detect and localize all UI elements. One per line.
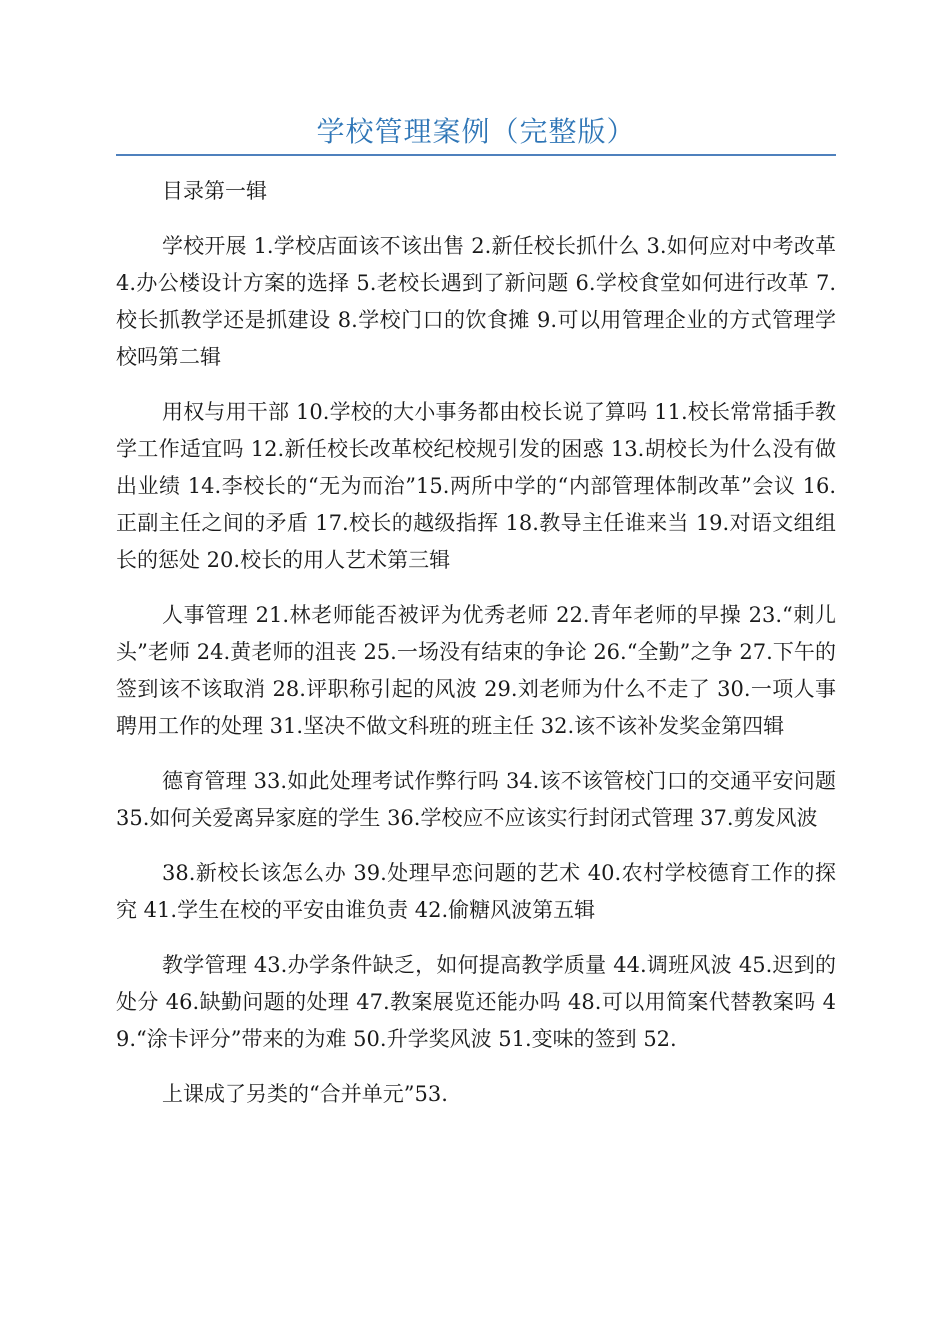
toc-paragraph-4: 人事管理 21.林老师能否被评为优秀老师 22.青年老师的早操 23.“刺儿头”老师 24.黄老师的沮丧 25.一场没有结束的争论 26.“全勤”之争 27.下午的签到该不该取消 28.评职称引起的风波 29.刘老师为什么不走了 30.一项人事聘用工作的处理 31.坚决不做文科班的班主任 32.该不该补发奖金第四辑 xyxy=(116,603,836,738)
toc-paragraph-1: 目录第一辑 xyxy=(162,179,267,203)
document-body xyxy=(116,173,836,1131)
toc-paragraph-3: 用权与用干部 10.学校的大小事务都由校长说了算吗 11.校长常常插手教学工作适宜吗 12.新任校长改革校纪校规引发的困惑 13.胡校长为什么没有做出业绩 14.李校长的“无为而治”15.两所中学的“内部管理体制改革”会议 16.正副主任之间的矛盾 17.校长的越级指挥 18.教导主任谁来当 19.对语文组组长的惩处 20.校长的用人艺术第三辑 xyxy=(116,400,836,572)
title-underline xyxy=(116,154,836,156)
page-title: 学校管理案例（完整版） xyxy=(316,115,636,148)
toc-paragraph-8: 上课成了另类的“合并单元”53. xyxy=(162,1082,448,1106)
toc-paragraph-5: 德育管理 33.如此处理考试作弊行吗 34.该不该管校门口的交通平安问题 35.如何关爱离异家庭的学生 36.学校应不应该实行封闭式管理 37.剪发风波 xyxy=(116,769,836,830)
toc-paragraph-2: 学校开展 1.学校店面该不该出售 2.新任校长抓什么 3.如何应对中考改革 4.办公楼设计方案的选择 5.老校长遇到了新问题 6.学校食堂如何进行改革 7.校长抓教学还是抓建设 8.学校门口的饮食摊 9.可以用管理企业的方式管理学校吗第二辑 xyxy=(116,234,836,369)
toc-paragraph-7: 教学管理 43.办学条件缺乏，如何提高教学质量 44.调班风波 45.迟到的处分 46.缺勤问题的处理 47.教案展览还能办吗 48.可以用简案代替教案吗 49.“涂卡评分”带来的为难 50.升学奖风波 51.变味的签到 52. xyxy=(116,953,836,1051)
toc-paragraph-6: 38.新校长该怎么办 39.处理早恋问题的艺术 40.农村学校德育工作的探究 41.学生在校的平安由谁负责 42.偷糖风波第五辑 xyxy=(116,861,836,922)
